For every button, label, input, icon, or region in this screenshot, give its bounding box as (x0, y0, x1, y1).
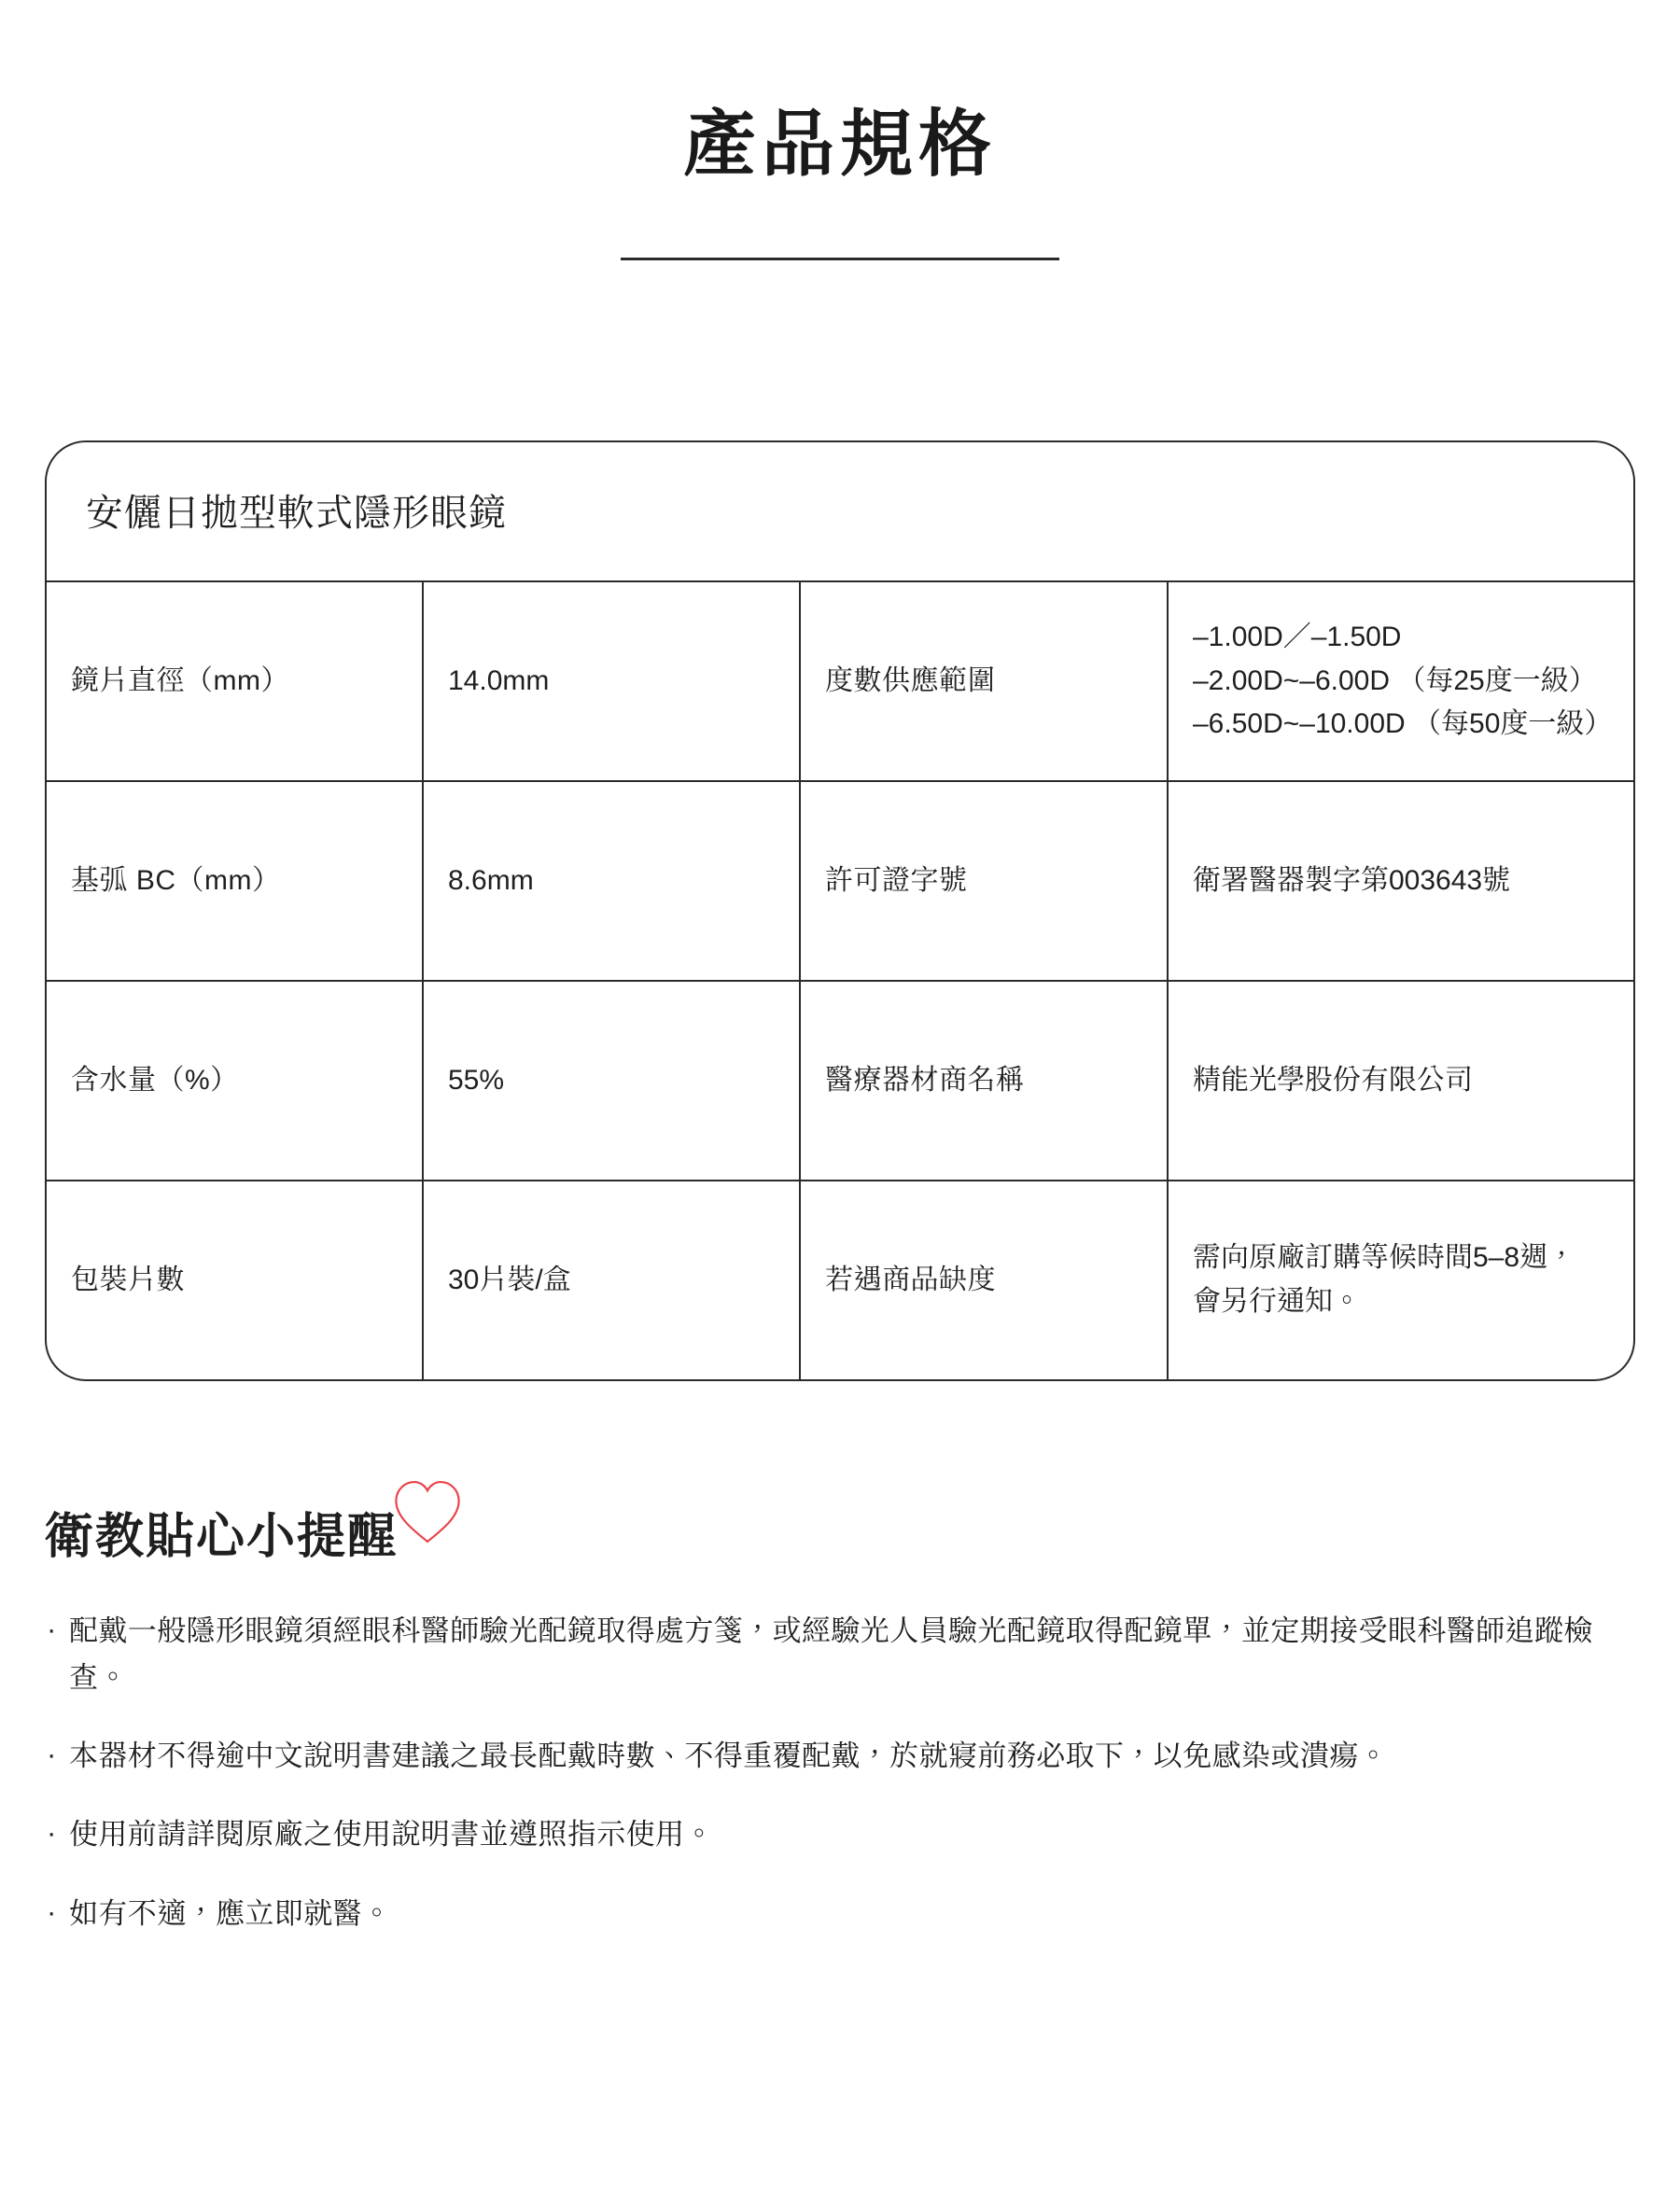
specification-card (45, 440, 1635, 1381)
spec-value-pack-count: 30片裝/盒 (423, 1181, 800, 1379)
spec-label-water-content: 含水量（%） (47, 981, 423, 1181)
spec-value-base-curve: 8.6mm (423, 781, 800, 981)
spec-label-power-range: 度數供應範圍 (800, 581, 1168, 781)
spec-value-water-content: 55% (423, 981, 800, 1181)
spec-label-diameter: 鏡片直徑（mm） (47, 581, 423, 781)
table-row (47, 581, 1633, 781)
table-row (47, 1181, 1633, 1379)
title-divider (621, 258, 1059, 260)
spec-label-manufacturer: 醫療器材商名稱 (800, 981, 1168, 1181)
spec-label-out-of-stock: 若遇商品缺度 (800, 1181, 1168, 1379)
list-item: · 本器材不得逾中文說明書建議之最長配戴時數、不得重覆配戴，於就寢前務必取下，以免感染或潰瘍。 (45, 1733, 1635, 1780)
specification-table (47, 580, 1633, 1379)
page-header (0, 0, 1680, 260)
list-item: · 使用前請詳閱原廠之使用說明書並遵照指示使用。 (45, 1811, 1635, 1858)
page-title: 產品規格 (682, 103, 997, 185)
power-range-line-1: –1.00D／–1.50D (1193, 622, 1402, 653)
table-row (47, 781, 1633, 981)
out-of-stock-line-2: 會另行通知。 (1193, 1285, 1361, 1317)
out-of-stock-line-1: 需向原廠訂購等候時間5–8週， (1193, 1242, 1576, 1274)
power-range-line-3: –6.50D~–10.00D （每50度一級） (1193, 708, 1613, 740)
spec-value-out-of-stock (1168, 1181, 1633, 1379)
spec-label-pack-count: 包裝片數 (47, 1181, 423, 1379)
list-item: · 配戴一般隱形眼鏡須經眼科醫師驗光配鏡取得處方箋，或經驗光人員驗光配鏡取得配鏡單，並定期接受眼科醫師追蹤檢查。 (45, 1608, 1635, 1701)
list-item: · 如有不適，應立即就醫。 (45, 1891, 1635, 1937)
tips-list (45, 1608, 1635, 1937)
tips-heading: 衛教貼心小提醒 (45, 1509, 399, 1564)
tips-heading-wrap (45, 1497, 472, 1567)
table-row (47, 981, 1633, 1181)
spec-value-diameter: 14.0mm (423, 581, 800, 781)
spec-value-manufacturer: 精能光學股份有限公司 (1168, 981, 1633, 1181)
product-name: 安儷日拋型軟式隱形眼鏡 (86, 492, 507, 534)
health-tips-section (45, 1497, 1635, 1937)
spec-value-power-range (1168, 581, 1633, 781)
heart-icon (388, 1473, 467, 1551)
spec-label-license-number: 許可證字號 (800, 781, 1168, 981)
spec-label-base-curve: 基弧 BC（mm） (47, 781, 423, 981)
power-range-line-2: –2.00D~–6.00D （每25度一級） (1193, 664, 1597, 696)
spec-value-license-number: 衛署醫器製字第003643號 (1168, 781, 1633, 981)
